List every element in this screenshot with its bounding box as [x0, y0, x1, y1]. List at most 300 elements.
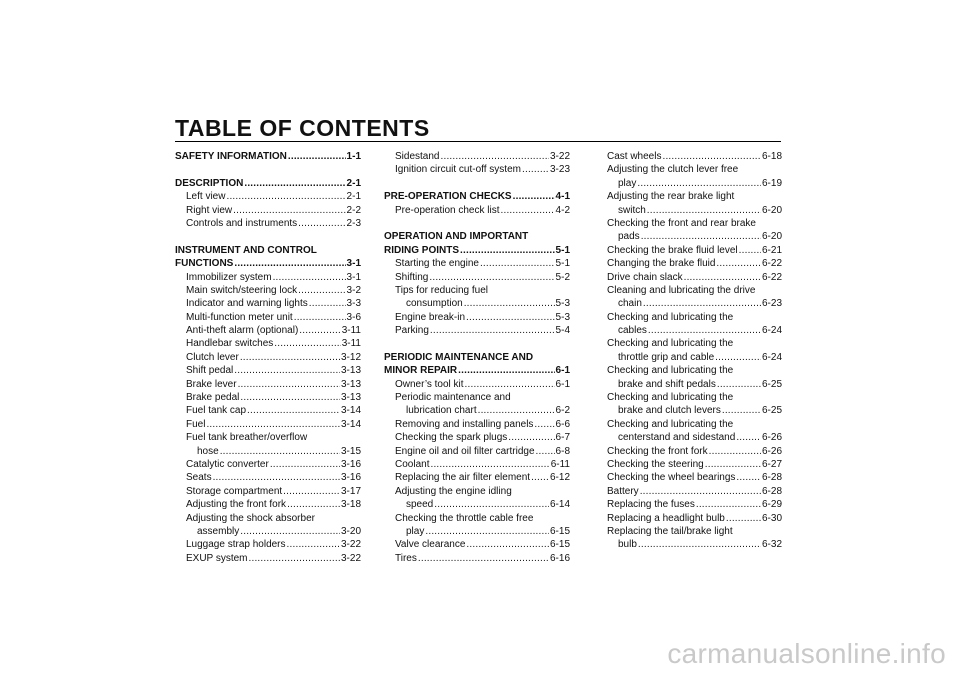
toc-entry[interactable]	[175, 404, 361, 417]
toc-page-number: 6-11	[550, 458, 570, 470]
toc-page-number: 3-1	[346, 258, 361, 270]
toc-entry[interactable]	[384, 404, 570, 417]
toc-leader-dots	[234, 364, 340, 377]
toc-entry[interactable]	[596, 244, 782, 257]
toc-entry-title: cables	[618, 325, 647, 337]
toc-entry[interactable]	[596, 458, 782, 471]
toc-entry[interactable]	[596, 257, 782, 270]
toc-leader-dots	[638, 538, 761, 551]
toc-page-number: 6-7	[555, 432, 570, 444]
toc-entry-title: Brake pedal	[186, 392, 240, 404]
toc-entry-title: Drive chain slack	[607, 271, 683, 283]
toc-entry-title: assembly	[197, 525, 240, 537]
toc-leader-dots	[240, 391, 340, 404]
toc-entry[interactable]	[175, 498, 361, 511]
toc-entry[interactable]	[596, 297, 782, 310]
toc-leader-dots	[709, 445, 761, 458]
toc-leader-dots	[287, 538, 340, 551]
toc-leader-dots	[213, 471, 340, 484]
toc-entry-title: Fuel tank breather/overflow	[186, 432, 308, 444]
toc-entry-title: Fuel	[186, 418, 206, 430]
toc-entry-title: play	[618, 177, 637, 189]
toc-entry[interactable]	[175, 297, 361, 310]
toc-entry[interactable]	[384, 378, 570, 391]
toc-entry-title: OPERATION AND IMPORTANT	[384, 231, 529, 243]
toc-entry-title: Replacing the fuses	[607, 499, 695, 511]
toc-leader-dots	[696, 498, 761, 511]
toc-entry	[596, 364, 782, 377]
toc-page-number: 3-18	[340, 499, 361, 511]
toc-page-number: 6-18	[761, 151, 782, 162]
toc-leader-dots	[460, 244, 555, 257]
toc-entry-title: Adjusting the front fork	[186, 499, 287, 511]
toc-leader-dots	[501, 204, 555, 217]
toc-page-number: 6-25	[761, 405, 782, 417]
toc-leader-dots	[531, 471, 549, 484]
toc-entry[interactable]	[175, 324, 361, 337]
toc-page-number: 1-1	[346, 151, 361, 162]
toc-entry-title: Main switch/steering lock	[186, 284, 298, 296]
toc-page-number: 6-27	[761, 458, 782, 470]
toc-page-number: 3-11	[341, 338, 361, 350]
toc-entry[interactable]	[384, 498, 570, 511]
toc-leader-dots	[716, 257, 761, 270]
toc-entry	[596, 391, 782, 404]
toc-entry-title: Sidestand	[395, 151, 440, 162]
toc-leader-dots	[220, 445, 340, 458]
toc-page-number: 3-22	[340, 539, 361, 551]
toc-entry-title: Battery	[607, 485, 639, 497]
toc-entry[interactable]	[596, 404, 782, 417]
toc-leader-dots	[309, 297, 346, 310]
toc-leader-dots	[429, 271, 554, 284]
toc-leader-dots	[662, 150, 761, 163]
toc-entry-title: hose	[197, 445, 219, 457]
toc-section-heading[interactable]	[175, 257, 361, 270]
toc-page-number: 4-2	[555, 204, 570, 216]
toc-entry[interactable]	[175, 525, 361, 538]
toc-leader-dots	[298, 217, 345, 230]
toc-entry-title: pads	[618, 231, 640, 243]
toc-entry-title: Cleaning and lubricating the drive	[607, 284, 756, 296]
toc-leader-dots	[247, 404, 340, 417]
toc-entry-title: Fuel tank cap	[186, 405, 247, 417]
toc-entry[interactable]	[596, 512, 782, 525]
toc-leader-dots	[434, 498, 549, 511]
toc-section-heading	[175, 244, 361, 257]
toc-leader-dots	[464, 297, 555, 310]
toc-entry	[596, 190, 782, 203]
toc-leader-dots	[736, 471, 761, 484]
toc-entry-title: MINOR REPAIR	[384, 365, 458, 377]
toc-entry[interactable]	[596, 271, 782, 284]
toc-entry	[596, 163, 782, 176]
toc-page-number: 3-17	[340, 485, 361, 497]
toc-entry-title: consumption	[406, 298, 463, 310]
toc-page-number: 5-1	[555, 258, 570, 270]
toc-column-3	[596, 150, 782, 552]
toc-entry[interactable]	[384, 204, 570, 217]
toc-page-number: 6-32	[761, 539, 782, 551]
toc-entry	[384, 391, 570, 404]
toc-leader-dots	[736, 431, 761, 444]
toc-entry-title: Brake lever	[186, 378, 237, 390]
toc-entry[interactable]	[596, 204, 782, 217]
toc-entry[interactable]	[384, 471, 570, 484]
toc-entry[interactable]	[596, 485, 782, 498]
toc-page-number: 6-2	[555, 405, 570, 417]
toc-entry-title: Checking the brake fluid level	[607, 244, 738, 256]
toc-entry[interactable]	[175, 538, 361, 551]
toc-entry[interactable]	[596, 230, 782, 243]
toc-entry[interactable]	[596, 498, 782, 511]
toc-entry-title: Checking the front and rear brake	[607, 217, 756, 229]
toc-entry-title: Checking and lubricating the	[607, 418, 734, 430]
toc-entry	[384, 512, 570, 525]
toc-leader-dots	[637, 177, 761, 190]
toc-leader-dots	[240, 525, 340, 538]
toc-entry-title: Replacing the air filter element	[395, 472, 531, 484]
toc-section-heading[interactable]	[384, 364, 570, 377]
toc-page-number: 2-2	[346, 204, 361, 216]
toc-page-number: 4-1	[555, 191, 570, 203]
toc-entry	[175, 431, 361, 444]
toc-page-number: 6-29	[761, 499, 782, 511]
toc-page-number: 6-28	[761, 472, 782, 484]
toc-entry	[175, 512, 361, 525]
toc-page-number: 5-3	[555, 298, 570, 310]
toc-leader-dots	[643, 297, 761, 310]
toc-entry[interactable]	[384, 271, 570, 284]
toc-leader-dots	[739, 244, 761, 257]
toc-entry[interactable]	[175, 418, 361, 431]
toc-leader-dots	[273, 271, 346, 284]
toc-page-number: 6-23	[761, 298, 782, 310]
toc-entry[interactable]	[175, 351, 361, 364]
toc-entry-title: throttle grip and cable	[618, 351, 715, 363]
toc-page-number: 6-21	[761, 244, 782, 256]
toc-entry-title: Checking the front fork	[607, 445, 708, 457]
toc-page-number: 3-22	[340, 552, 361, 564]
toc-entry-title: Catalytic converter	[186, 458, 269, 470]
toc-entry[interactable]	[175, 391, 361, 404]
toc-entry-title: Coolant	[395, 458, 430, 470]
toc-entry-title: SAFETY INFORMATION	[175, 151, 287, 162]
toc-entry-title: Cast wheels	[607, 151, 662, 162]
toc-leader-dots	[430, 324, 555, 337]
toc-section-heading	[384, 351, 570, 364]
toc-entry-title: Periodic maintenance and	[395, 392, 511, 404]
toc-entry-title: Removing and installing panels	[395, 418, 534, 430]
title-underline	[175, 141, 781, 142]
toc-entry-title: Controls and instruments	[186, 217, 298, 229]
toc-leader-dots	[641, 230, 761, 243]
toc-entry-title: chain	[618, 298, 642, 310]
toc-entry[interactable]	[596, 471, 782, 484]
toc-entry-title: Ignition circuit cut-off system	[395, 164, 521, 176]
toc-entry-title: play	[406, 525, 425, 537]
toc-leader-dots	[684, 271, 761, 284]
toc-entry-title: EXUP system	[186, 552, 248, 564]
toc-leader-dots	[522, 163, 549, 176]
toc-leader-dots	[466, 311, 555, 324]
toc-section-heading[interactable]	[384, 190, 570, 203]
toc-leader-dots	[233, 204, 345, 217]
toc-entry[interactable]	[175, 552, 361, 565]
toc-entry-title: Seats	[186, 472, 212, 484]
toc-page-number: 6-6	[555, 418, 570, 430]
toc-entry[interactable]	[384, 458, 570, 471]
toc-entry-title: Adjusting the engine idling	[395, 485, 512, 497]
toc-entry[interactable]	[384, 324, 570, 337]
toc-page-number: 6-25	[761, 378, 782, 390]
toc-leader-dots	[206, 418, 340, 431]
toc-column-2	[384, 150, 570, 565]
toc-page-number: 3-22	[549, 151, 570, 162]
toc-entry[interactable]	[384, 431, 570, 444]
toc-entry[interactable]	[596, 431, 782, 444]
toc-entry-title: Clutch lever	[186, 351, 239, 363]
toc-leader-dots	[418, 552, 549, 565]
toc-leader-dots	[715, 351, 761, 364]
toc-entry[interactable]	[596, 378, 782, 391]
toc-page-number: 3-2	[346, 284, 361, 296]
toc-entry[interactable]	[596, 177, 782, 190]
toc-page-number: 6-1	[555, 378, 570, 390]
toc-entry[interactable]	[384, 445, 570, 458]
toc-leader-dots	[238, 378, 340, 391]
toc-entry	[596, 337, 782, 350]
toc-entry[interactable]	[596, 324, 782, 337]
toc-page-number: 6-22	[761, 258, 782, 270]
toc-entry	[384, 284, 570, 297]
toc-entry[interactable]	[175, 311, 361, 324]
toc-page-number: 3-15	[340, 445, 361, 457]
page-title: TABLE OF CONTENTS	[175, 115, 430, 141]
toc-entry[interactable]	[175, 271, 361, 284]
toc-page-number: 3-12	[340, 351, 361, 363]
toc-entry-title: Valve clearance	[395, 539, 466, 551]
toc-entry-title: Checking and lubricating the	[607, 392, 734, 404]
toc-page-number: 6-14	[549, 499, 570, 511]
toc-entry[interactable]	[175, 364, 361, 377]
toc-section-heading[interactable]	[175, 177, 361, 190]
toc-entry[interactable]	[175, 217, 361, 230]
toc-page-number: 3-16	[340, 458, 361, 470]
toc-entry	[596, 217, 782, 230]
toc-page-number: 6-1	[555, 365, 570, 377]
toc-entry-title: Multi-function meter unit	[186, 311, 293, 323]
toc-leader-dots	[425, 525, 549, 538]
toc-leader-dots	[288, 150, 346, 163]
toc-leader-dots	[226, 190, 345, 203]
toc-entry[interactable]	[384, 418, 570, 431]
toc-entry	[596, 284, 782, 297]
toc-entry-title: Checking the steering	[607, 458, 704, 470]
toc-entry-title: Engine break-in	[395, 311, 466, 323]
toc-entry-title: Starting the engine	[395, 258, 479, 270]
toc-entry-title: Pre-operation check list	[395, 204, 500, 216]
toc-leader-dots	[466, 538, 549, 551]
toc-entry	[596, 311, 782, 324]
toc-section-heading[interactable]	[175, 150, 361, 163]
toc-entry[interactable]	[596, 538, 782, 551]
toc-entry-title: DESCRIPTION	[175, 177, 244, 189]
toc-entry-title: FUNCTIONS	[175, 258, 234, 270]
toc-entry[interactable]	[175, 471, 361, 484]
toc-entry[interactable]	[596, 351, 782, 364]
toc-entry[interactable]	[596, 150, 782, 163]
toc-entry-title: Replacing the tail/brake light	[607, 525, 733, 537]
toc-page-number: 6-15	[549, 539, 570, 551]
toc-leader-dots	[287, 498, 340, 511]
toc-entry-title: lubrication chart	[406, 405, 477, 417]
toc-entry-title: switch	[618, 204, 646, 216]
toc-leader-dots	[440, 150, 549, 163]
toc-section-heading[interactable]	[384, 244, 570, 257]
toc-entry-title: Engine oil and oil filter cartridge	[395, 445, 535, 457]
toc-entry-title: Changing the brake fluid	[607, 258, 716, 270]
toc-leader-dots	[465, 378, 555, 391]
toc-entry-title: Storage compartment	[186, 485, 283, 497]
toc-entry-title: Adjusting the rear brake light	[607, 191, 735, 203]
toc-page-number: 6-16	[549, 552, 570, 564]
toc-entry[interactable]	[384, 297, 570, 310]
toc-entry-title: Shift pedal	[186, 365, 234, 377]
toc-entry[interactable]	[596, 445, 782, 458]
toc-leader-dots	[536, 445, 555, 458]
toc-entry-title: brake and shift pedals	[618, 378, 716, 390]
toc-page-number: 6-12	[549, 472, 570, 484]
toc-entry-title: Anti-theft alarm (optional)	[186, 325, 299, 337]
toc-entry[interactable]	[384, 552, 570, 565]
toc-page-number: 6-30	[761, 512, 782, 524]
toc-page-number: 3-13	[340, 365, 361, 377]
toc-entry[interactable]	[175, 190, 361, 203]
toc-leader-dots	[430, 458, 549, 471]
toc-leader-dots	[534, 418, 554, 431]
toc-leader-dots	[717, 378, 761, 391]
toc-entry[interactable]	[384, 538, 570, 551]
toc-leader-dots	[513, 190, 555, 203]
toc-page-number: 3-13	[340, 392, 361, 404]
toc-leader-dots	[283, 485, 340, 498]
toc-leader-dots	[640, 485, 761, 498]
toc-page-number: 3-14	[340, 405, 361, 417]
toc-leader-dots	[726, 512, 761, 525]
toc-entry[interactable]	[175, 485, 361, 498]
toc-entry-title: Adjusting the shock absorber	[186, 512, 315, 524]
toc-entry[interactable]	[384, 257, 570, 270]
toc-leader-dots	[240, 351, 340, 364]
toc-entry	[596, 418, 782, 431]
toc-page-number: 3-6	[346, 311, 361, 323]
toc-leader-dots	[508, 431, 554, 444]
toc-page-number: 6-15	[549, 525, 570, 537]
toc-entry-title: Replacing a headlight bulb	[607, 512, 725, 524]
toc-entry-title: Checking and lubricating the	[607, 365, 734, 377]
toc-leader-dots	[244, 177, 345, 190]
toc-page-number: 3-23	[549, 164, 570, 176]
watermark: carmanualsonline.info	[667, 638, 946, 669]
toc-entry[interactable]	[175, 284, 361, 297]
toc-entry[interactable]	[175, 458, 361, 471]
toc-leader-dots	[249, 552, 340, 565]
toc-leader-dots	[705, 458, 761, 471]
toc-leader-dots	[294, 311, 346, 324]
toc-page-number: 3-16	[340, 472, 361, 484]
toc-page-number: 3-13	[340, 378, 361, 390]
toc-page-number: 5-3	[555, 311, 570, 323]
toc-entry-title: Left view	[186, 191, 226, 203]
toc-entry[interactable]	[384, 150, 570, 163]
toc-leader-dots	[647, 204, 761, 217]
toc-entry-title: centerstand and sidestand	[618, 432, 736, 444]
toc-page-number: 6-26	[761, 432, 782, 444]
toc-page-number: 2-1	[346, 191, 361, 203]
toc-leader-dots	[458, 364, 554, 377]
toc-entry-title: Checking the spark plugs	[395, 432, 508, 444]
toc-entry	[596, 525, 782, 538]
toc-page-number: 5-1	[555, 244, 570, 256]
toc-entry-title: Checking the throttle cable free	[395, 512, 534, 524]
toc-entry-title: Parking	[395, 325, 429, 337]
toc-entry-title: Tips for reducing fuel	[395, 284, 489, 296]
toc-page-number: 2-3	[346, 217, 361, 229]
toc-leader-dots	[722, 404, 761, 417]
toc-page-number: 6-22	[761, 271, 782, 283]
toc-page-number: 6-28	[761, 485, 782, 497]
toc-entry-title: PRE-OPERATION CHECKS	[384, 191, 512, 203]
toc-entry[interactable]	[175, 378, 361, 391]
toc-leader-dots	[270, 458, 340, 471]
toc-entry-title: Adjusting the clutch lever free	[607, 164, 739, 176]
toc-page-number: 3-20	[340, 525, 361, 537]
toc-entry-title: Checking the wheel bearings	[607, 472, 736, 484]
toc-leader-dots	[274, 337, 340, 350]
toc-page-number: 3-14	[340, 418, 361, 430]
toc-entry-title: bulb	[618, 539, 637, 551]
toc-entry[interactable]	[175, 337, 361, 350]
toc-entry[interactable]	[175, 445, 361, 458]
toc-entry[interactable]	[384, 525, 570, 538]
toc-entry-title: Right view	[186, 204, 233, 216]
toc-leader-dots	[480, 257, 555, 270]
toc-page-number: 5-4	[555, 325, 570, 337]
toc-entry-title: INSTRUMENT AND CONTROL	[175, 244, 317, 256]
toc-entry	[384, 485, 570, 498]
toc-entry[interactable]	[384, 163, 570, 176]
toc-page-number: 6-20	[761, 204, 782, 216]
toc-entry-title: Checking and lubricating the	[607, 311, 734, 323]
toc-entry[interactable]	[175, 204, 361, 217]
toc-entry-title: Handlebar switches	[186, 338, 274, 350]
toc-page-number: 6-19	[761, 177, 782, 189]
toc-entry-title: RIDING POINTS	[384, 244, 460, 256]
toc-leader-dots	[299, 324, 340, 337]
toc-leader-dots	[234, 257, 345, 270]
toc-entry-title: speed	[406, 499, 434, 511]
toc-entry[interactable]	[384, 311, 570, 324]
toc-page-number: 3-11	[341, 325, 361, 337]
toc-entry-title: brake and clutch levers	[618, 405, 721, 417]
toc-entry-title: Immobilizer system	[186, 271, 272, 283]
toc-page-number: 6-26	[761, 445, 782, 457]
toc-section-heading	[384, 230, 570, 243]
toc-entry-title: Checking and lubricating the	[607, 338, 734, 350]
toc-page-number: 3-3	[346, 298, 361, 310]
toc-column-1	[175, 150, 361, 565]
